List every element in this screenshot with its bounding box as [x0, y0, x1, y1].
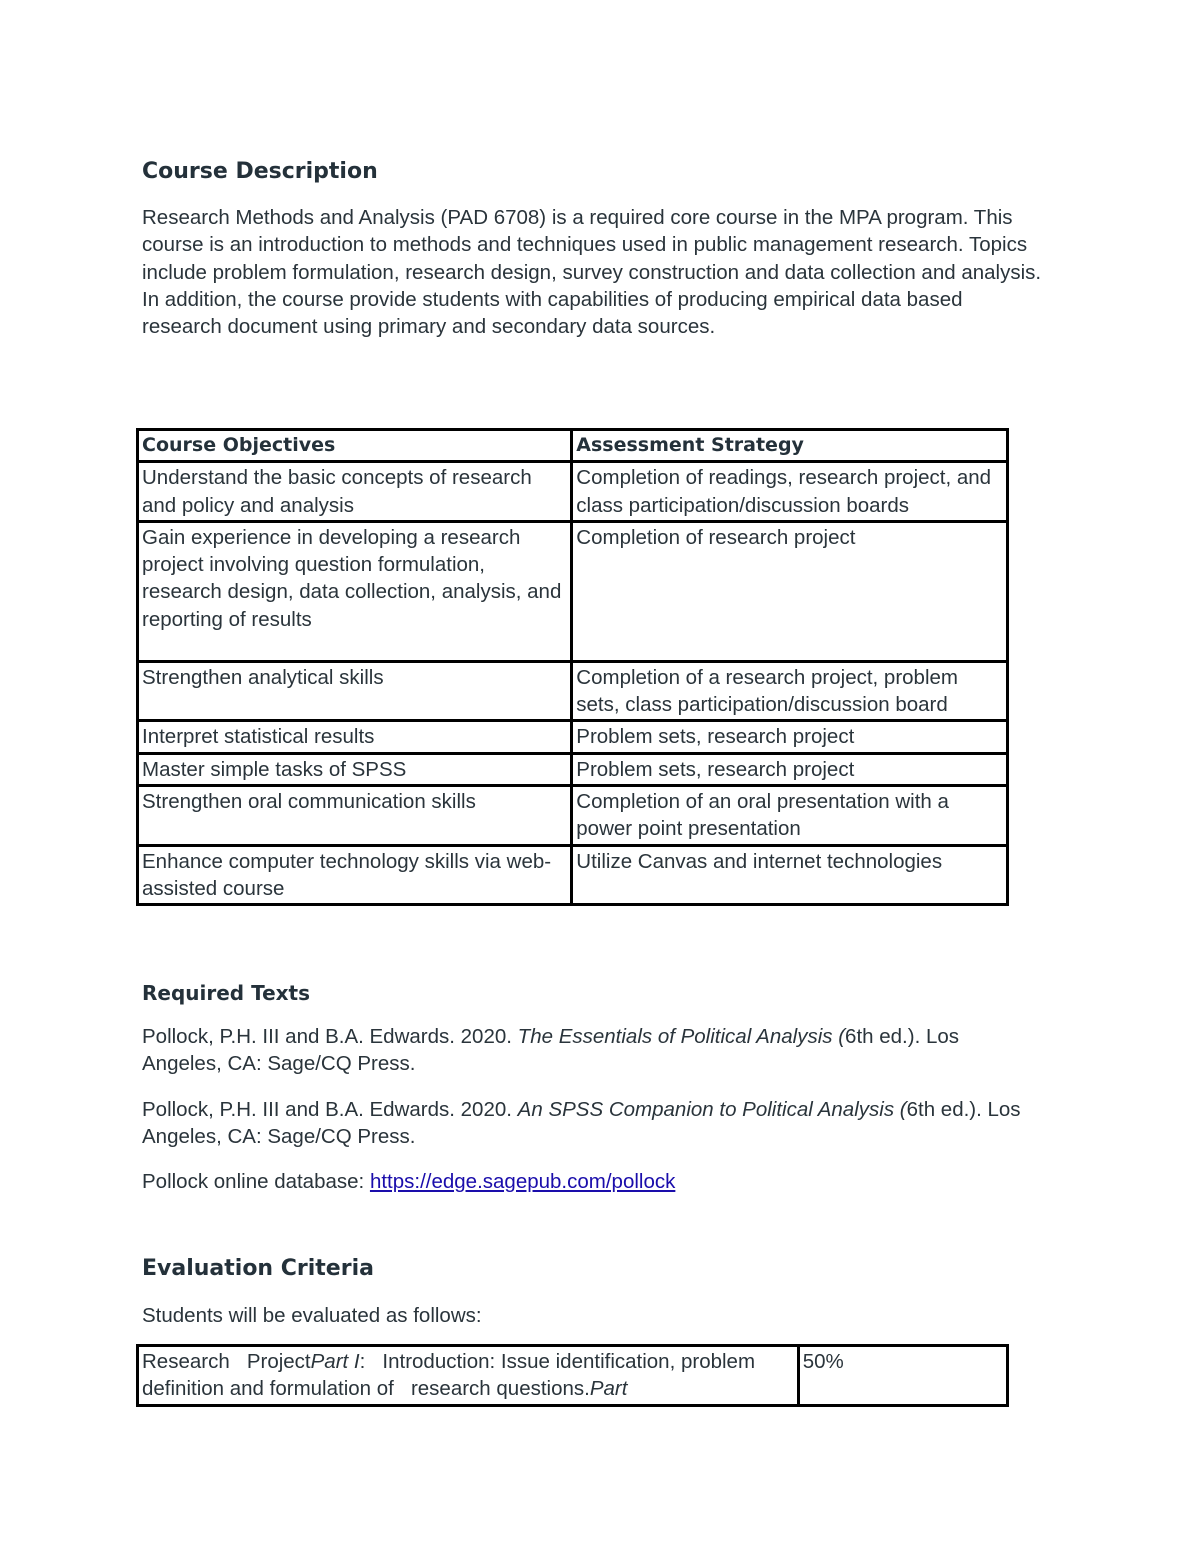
- evaluation-item-description: : Introduction: Issue identification, problem definition and formulation of research questions.: [142, 1350, 761, 1401]
- evaluation-part-label: Part I: [310, 1350, 360, 1373]
- evaluation-table: [136, 1344, 1009, 1407]
- objective-cell: Interpret statistical results: [138, 721, 572, 753]
- assessment-cell: Problem sets, research project: [572, 721, 1008, 753]
- citation-title: The Essentials of Political Analysis (: [517, 1025, 846, 1048]
- evaluation-item-cell: [138, 1346, 799, 1406]
- assessment-cell: Completion of readings, research project, and class participation/discussion boards: [572, 462, 1008, 522]
- table-row: [138, 753, 1008, 785]
- required-text-citation: [142, 1096, 1042, 1151]
- database-label: Pollock online database:: [142, 1170, 370, 1193]
- course-description-body: Research Methods and Analysis (PAD 6708) is a required core course in the MPA program. This course is an introduction to methods and techniques used in public management research. Topics include problem formulation, research design, survey construction and data collection and analysis. In addition, the course provide students with capabilities of producing empirical data based research document using primary and secondary data sources.: [142, 206, 1042, 339]
- course-description-heading: Course Description: [142, 159, 378, 184]
- online-database-line: [142, 1168, 1042, 1195]
- required-text-citation: [142, 1023, 1042, 1078]
- objectives-table: [136, 428, 1009, 906]
- citation-title: An SPSS Companion to Political Analysis (: [517, 1098, 907, 1121]
- table-row: [138, 462, 1008, 522]
- objectives-header-row: [138, 430, 1008, 462]
- evaluation-criteria-heading: Evaluation Criteria: [142, 1256, 374, 1281]
- objective-cell: Master simple tasks of SPSS: [138, 753, 572, 785]
- table-row: [138, 786, 1008, 846]
- objective-cell: Understand the basic concepts of research and policy and analysis: [138, 462, 572, 522]
- assessment-cell: Completion of an oral presentation with a power point presentation: [572, 786, 1008, 846]
- evaluation-intro: Students will be evaluated as follows:: [142, 1304, 482, 1327]
- citation-publisher: 6th ed.). Los Angeles, CA: Sage/CQ Press.: [142, 1025, 960, 1076]
- objectives-header-cell: Course Objectives: [138, 430, 572, 462]
- citation-publisher: 6th ed.). Los Angeles, CA: Sage/CQ Press.: [142, 1098, 1021, 1149]
- evaluation-weight-cell: 50%: [798, 1346, 1007, 1406]
- citation-authors: Pollock, P.H. III and B.A. Edwards. 2020.: [142, 1025, 518, 1048]
- table-row: [138, 845, 1008, 905]
- assessment-cell: Completion of research project: [572, 521, 1008, 661]
- objective-cell: Strengthen oral communication skills: [138, 786, 572, 846]
- table-row: [138, 521, 1008, 661]
- evaluation-part-label: Part: [589, 1377, 628, 1401]
- objective-cell: Strengthen analytical skills: [138, 661, 572, 721]
- table-row: [138, 661, 1008, 721]
- objective-cell: Enhance computer technology skills via web-assisted course: [138, 845, 572, 905]
- objective-cell: Gain experience in developing a research project involving question formulation, research design, data collection, analysis, and reporting of results: [138, 521, 572, 661]
- required-texts-heading: Required Texts: [142, 981, 310, 1005]
- assessment-cell: Completion of a research project, problem sets, class participation/discussion board: [572, 661, 1008, 721]
- citation-authors: Pollock, P.H. III and B.A. Edwards. 2020.: [142, 1098, 518, 1121]
- evaluation-item-start: Research Project: [142, 1350, 311, 1373]
- table-row: [138, 721, 1008, 753]
- assessment-header-cell: Assessment Strategy: [572, 430, 1008, 462]
- assessment-cell: Problem sets, research project: [572, 753, 1008, 785]
- table-row: [138, 1346, 1008, 1406]
- assessment-cell: Utilize Canvas and internet technologies: [572, 845, 1008, 905]
- database-link[interactable]: https://edge.sagepub.com/pollock: [369, 1170, 676, 1193]
